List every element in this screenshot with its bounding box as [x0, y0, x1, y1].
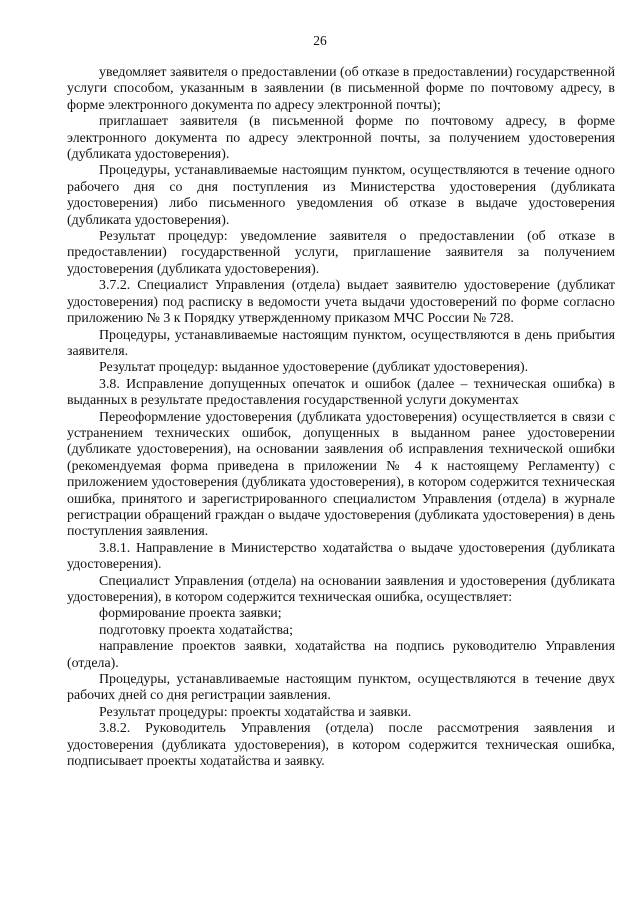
- paragraph: Процедуры, устанавливаемые настоящим пунктом, осуществляются в день прибытия заявителя.: [67, 327, 615, 359]
- list-item: направление проектов заявки, ходатайства на подпись руководителю Управления (отдела).: [67, 639, 615, 671]
- paragraph: Результат процедур: выданное удостоверение (дубликат удостоверения).: [99, 360, 529, 376]
- list-item: формирование проекта заявки;: [99, 606, 282, 622]
- paragraph: приглашает заявителя (в письменной форме по почтовому адресу, в форме электронного документа по адресу электронной почты, за получением удостоверения (дубликата удостоверения).: [67, 114, 615, 163]
- paragraph: 3.7.2. Специалист Управления (отдела) выдает заявителю удостоверение (дубликат удостоверения) под расписку в ведомости учета выдачи удостоверений по форме согласно приложению № 3 к Порядку утвержденному приказом МЧС России № 728.: [67, 278, 615, 327]
- paragraph: Результат процедур: уведомление заявителя о предоставлении (об отказе в предоставлении) государственной услуги, приглашение заявителя за получением удостоверения (дубликата удостоверения).: [67, 229, 615, 277]
- paragraph: 3.8.1. Направление в Министерство ходатайства о выдаче удостоверения (дубликата удостоверения).: [67, 540, 615, 573]
- document-body: [67, 65, 615, 770]
- paragraph: Переоформление удостоверения (дубликата удостоверения) осуществляется в связи с устранением технических ошибок, допущенных в выданном ранее удостоверении (дубликате удостоверения), на основании заявления об исправления технической ошибки (рекомендуемая форма приведена в приложении № 4 к настоящему Регламенту) с приложением удостоверения (дубликата удостоверения), в котором содержится техническая ошибка, принятого и зарегистрированного специалистом Управления (отдела) в журнале регистрации обращений граждан о выдаче удостоверения (дубликата удостоверения) в день поступления заявления.: [67, 409, 615, 540]
- paragraph: 3.8.2. Руководитель Управления (отдела) после рассмотрения заявления и удостоверения (дубликата удостоверения), в котором содержится техническая ошибка, подписывает проекты ходатайства и заявку.: [67, 721, 615, 770]
- list-item: подготовку проекта ходатайства;: [99, 622, 293, 638]
- paragraph: Процедуры, устанавливаемые настоящим пунктом, осуществляются в течение двух рабочих дней со дня регистрации заявления.: [67, 672, 615, 704]
- paragraph: Результат процедуры: проекты ходатайства и заявки.: [99, 704, 412, 720]
- paragraph: уведомляет заявителя о предоставлении (об отказе в предоставлении) государственной услуги способом, указанным в заявлении (в письменной форме по почтовому адресу, в форме электронного документа по адресу электронной почты);: [67, 65, 615, 113]
- paragraph: Процедуры, устанавливаемые настоящим пунктом, осуществляются в течение одного рабочего дня со дня поступления из Министерства удостоверения (дубликата удостоверения) либо письменного уведомления об отказе в выдаче удостоверения (дубликата удостоверения).: [67, 163, 615, 228]
- section-heading: 3.8. Исправление допущенных опечаток и ошибок (далее – техническая ошибка) в выданных в результате предоставления государственной услуги документах: [67, 376, 615, 409]
- paragraph: Специалист Управления (отдела) на основании заявления и удостоверения (дубликата удостоверения), в котором содержится техническая ошибка, осуществляет:: [67, 573, 615, 605]
- page-number: 26: [313, 33, 327, 48]
